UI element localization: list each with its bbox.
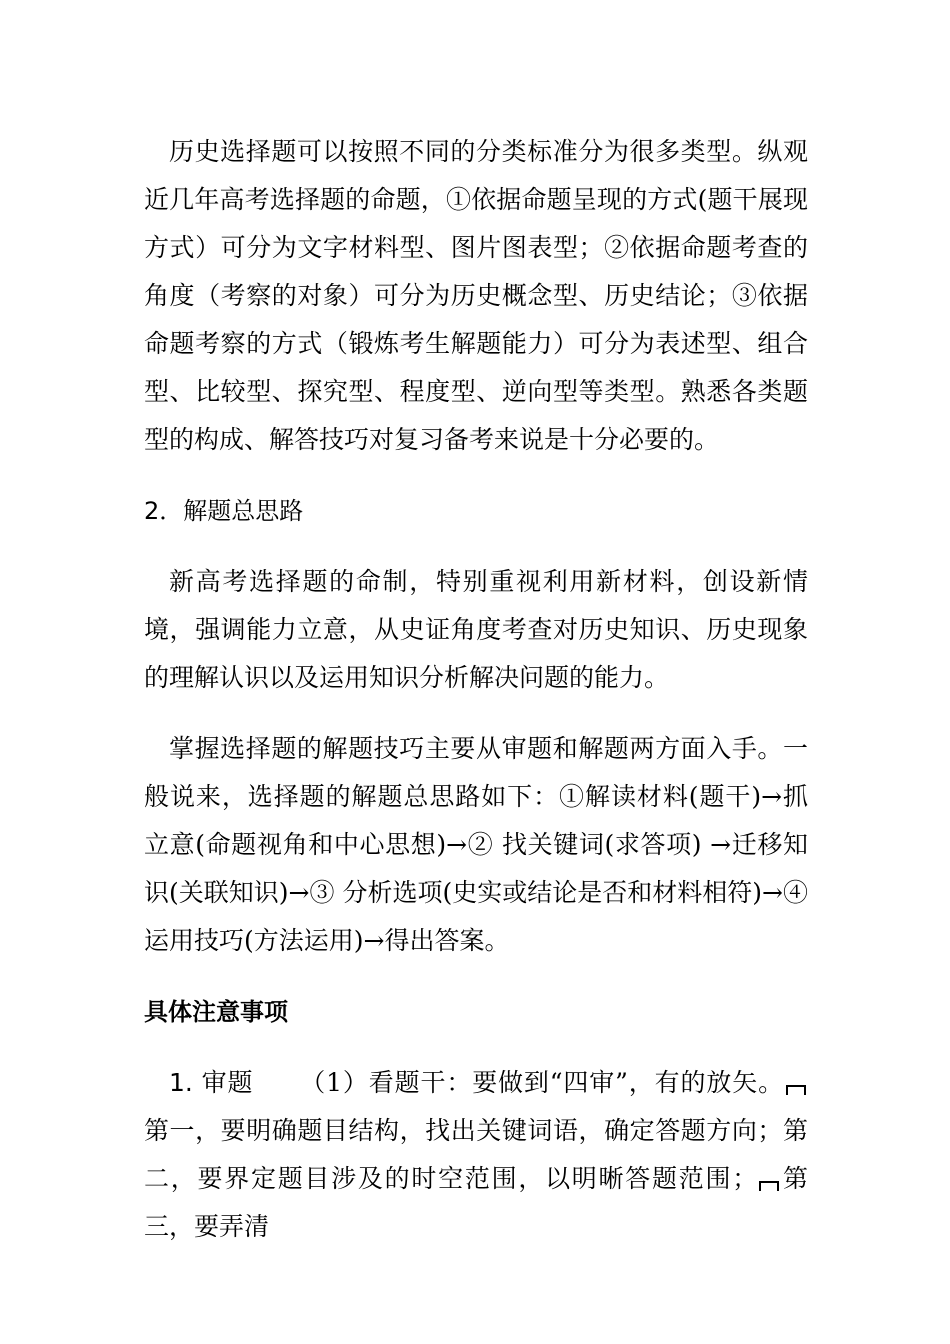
insertion-mark-icon [759,1181,779,1191]
insertion-mark-icon [786,1085,806,1095]
section-2-paragraph-1: 新高考选择题的命制，特别重视利用新材料，创设新情境，强调能力立意，从史证角度考查对历史知识、历史现象的理解认识以及运用知识分析解决问题的能力。 [144,567,808,692]
section-2-paragraph-2: 掌握选择题的解题技巧主要从审题和解题两方面入手。一般说来，选择题的解题总思路如下：①解读材料(题干)→抓立意(命题视角和中心思想)→② 找关键词(求答项) →迁移知识(关联知识)→③ 分析选项(史实或结论是否和材料相符)→④运用技巧(方法运用)→得出答案。 [144,734,808,955]
document-page [144,128,808,1251]
section-2-heading: 2．解题总思路 [144,497,304,525]
intro-paragraph: 历史选择题可以按照不同的分类标准分为很多类型。纵观近几年高考选择题的命题，①依据命题呈现的方式(题干展现方式）可分为文字材料型、图片图表型；②依据命题考查的角度（考察的对象）可分为历史概念型、历史结论；③依据命题考察的方式（锻炼考生解题能力）可分为表述型、组合型、比较型、探究型、程度型、逆向型等类型。熟悉各类题型的构成、解答技巧对复习备考来说是十分必要的。 [144,137,808,454]
item-1-label: 1. 审题 [169,1068,254,1097]
item-1-text-part-1: 第一，要明确题目结构，找出关键词语，确定答题方向；第二，要界定题目涉及的时空范围，以明晰答题范围； [144,1116,808,1193]
item-1-paragraph [144,1059,808,1251]
item-1-text-part-2: 第三，要弄清 [144,1164,808,1241]
item-1-subheading: （1）看题干：要做到“四审”，有的放矢。 [299,1068,784,1097]
notes-heading: 具体注意事项 [144,998,288,1026]
